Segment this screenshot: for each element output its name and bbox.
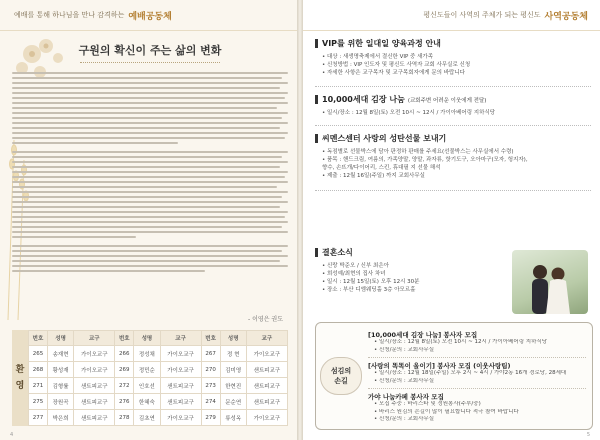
- title-bar-icon: [315, 134, 318, 143]
- notice-line: • 신청방법 : VIP 인도자 및 평신도 사역자 교회 사무실로 신청: [322, 62, 471, 68]
- volunteer-line: • 일시/장소 : 12월 18일(주일) 오후 2시 ~ 4시 / 가야2동 16개 경로당, 28세대: [374, 370, 567, 376]
- notice-title: 씨멘스센터 사랑의 성탄선물 보내기: [322, 134, 447, 143]
- table-row: 265 송재현 가이오교구 266 정성채 가이오교구 267 정 현 가이오교구: [29, 346, 288, 362]
- title-divider: [80, 62, 220, 66]
- article-paragraph: [12, 72, 288, 144]
- volunteer-line: • 신청/문의 : 교회사무실: [374, 346, 435, 353]
- volunteer-line: • 일시/장소 : 12월 8일(토) 오전 10시 ~ 12시 / 가이아베어링 지하식당: [374, 339, 548, 345]
- divider: [368, 357, 586, 358]
- welcome-table-header: 번호 성명 교구 번호 성명 교구 번호 성명 교구: [29, 331, 288, 346]
- notice-wedding: [315, 247, 505, 294]
- left-header-sub: 예배를 통해 하나님을 만나 감격하는: [14, 11, 125, 19]
- notice-line: • 일시/장소 : 12월 8일(토) 오전 10시 ~ 12시 / 가이아베어링 지하식당: [322, 110, 496, 116]
- notice-title: 결혼소식: [322, 248, 353, 257]
- couple-illustration: [512, 250, 588, 314]
- right-page: [303, 0, 600, 440]
- article-paragraph: [12, 151, 288, 238]
- right-header-sub: 평신도들이 사역의 주체가 되는 평신도: [423, 11, 541, 19]
- article-author: - 이영은 권도: [248, 316, 283, 323]
- article-paragraph: [12, 245, 288, 272]
- notice-line: • 제출 : 12월 16일(주일) 까지 교회사무실: [322, 173, 425, 179]
- title-bar-icon: [315, 39, 318, 48]
- title-bar-icon: [315, 95, 318, 104]
- table-row: 277 박은희 샌트피교구 278 김초연 가이오교구 279 류성옥 가이오교구: [29, 410, 288, 426]
- notice-note: (교회주변 어려운 이웃에게 전달): [407, 97, 487, 104]
- notice-seed: [315, 133, 591, 180]
- volunteer-line: • 바리스 원김의 손길이 많이 필요합니다 적극 참여 바랍니다: [374, 408, 519, 415]
- article: [12, 36, 288, 306]
- notice-title: 10,000세대 김장 나눔: [322, 95, 405, 104]
- volunteer-list: [368, 328, 586, 424]
- divider: [315, 86, 591, 87]
- notice-vip: [315, 38, 591, 77]
- title-bar-icon: [315, 248, 318, 257]
- volunteer-label: 섬김의 손길: [320, 357, 362, 395]
- article-title: 구원의 확신이 주는 삶의 변화: [78, 44, 222, 57]
- left-header-title: 예배공동체: [128, 11, 172, 22]
- right-header: [303, 0, 600, 31]
- notice-line: • 희성예/최현의 집사 차녀: [322, 271, 386, 277]
- notice-title: VIP를 위한 일대일 양육과정 안내: [322, 39, 441, 48]
- volunteer-line: • 신청/문의 : 교회사무실: [374, 416, 435, 422]
- notice-line: • 독점별로 선물박스에 담아 판정하 판매를 주세요(선물박스는 사무실에서 수령): [322, 149, 514, 155]
- welcome-table-section: [12, 330, 288, 426]
- table-row: 271 김형률 샌트피교구 272 인호선 샌트피교구 273 한현진 샌트피교구: [29, 378, 288, 394]
- notice-kimjang: [315, 94, 591, 117]
- divider: [315, 125, 591, 126]
- divider: [368, 388, 586, 389]
- notice-line: • 품목 : 핸드크림, 여름의, 가족양말, 양말, 과자류, 핫기도구, 오아마구(모자, 헝지자),: [322, 157, 528, 163]
- notice-line: 향수, 손뜨개/다이어리, 스킨, 휴대필 지 선물 해석: [322, 165, 441, 171]
- notice-line: • 신랑 박준오 / 신부 최은아: [322, 263, 389, 269]
- left-page: [0, 0, 297, 440]
- volunteer-title: [사랑의 똑똑이 올이기] 봉사자 모집 (이웃사랑팀): [368, 362, 511, 370]
- welcome-label: 환 영: [12, 330, 28, 426]
- divider: [315, 190, 591, 191]
- volunteer-title: 가야 나눔카페 봉사자 모집: [368, 393, 444, 401]
- notice-line: • 자세한 사항은 교구목자 및 교구목회자에게 문의 바랍니다: [322, 70, 465, 76]
- table-row: 275 장원곡 샌트피교구 276 한혜숙 샌트피교구 274 문순연 샌트피교구: [29, 394, 288, 410]
- wedding-photo: [512, 250, 588, 314]
- volunteer-title: [10,000세대 김장 나눔] 봉사자 모집: [368, 331, 478, 339]
- left-header: [0, 0, 297, 31]
- notice-line: • 일시 : 12월 15일(토) 오후 12시 30분: [322, 279, 420, 285]
- notice-line: • 대상 : 새생명축제에서 결신한 VIP 중 새가족: [322, 54, 434, 60]
- table-row: 268 황성재 가이오교구 269 정민순 가이오교구 270 김미영 샌트피교구: [29, 362, 288, 378]
- notice-line: • 장소 : 부산 디엠웨딩홀 3층 아모르홀: [322, 287, 416, 293]
- volunteer-line: • 신청/문의 : 교회사무실: [374, 377, 435, 384]
- volunteer-box: [315, 322, 593, 430]
- page-number-right: 5: [586, 432, 590, 438]
- volunteer-line: • 모집 주중 : 바리스타 및 정원봉사(주부/중): [374, 401, 481, 407]
- right-header-title: 사역공동체: [544, 11, 588, 22]
- welcome-table: [28, 330, 288, 426]
- page-number-left: 4: [10, 432, 14, 438]
